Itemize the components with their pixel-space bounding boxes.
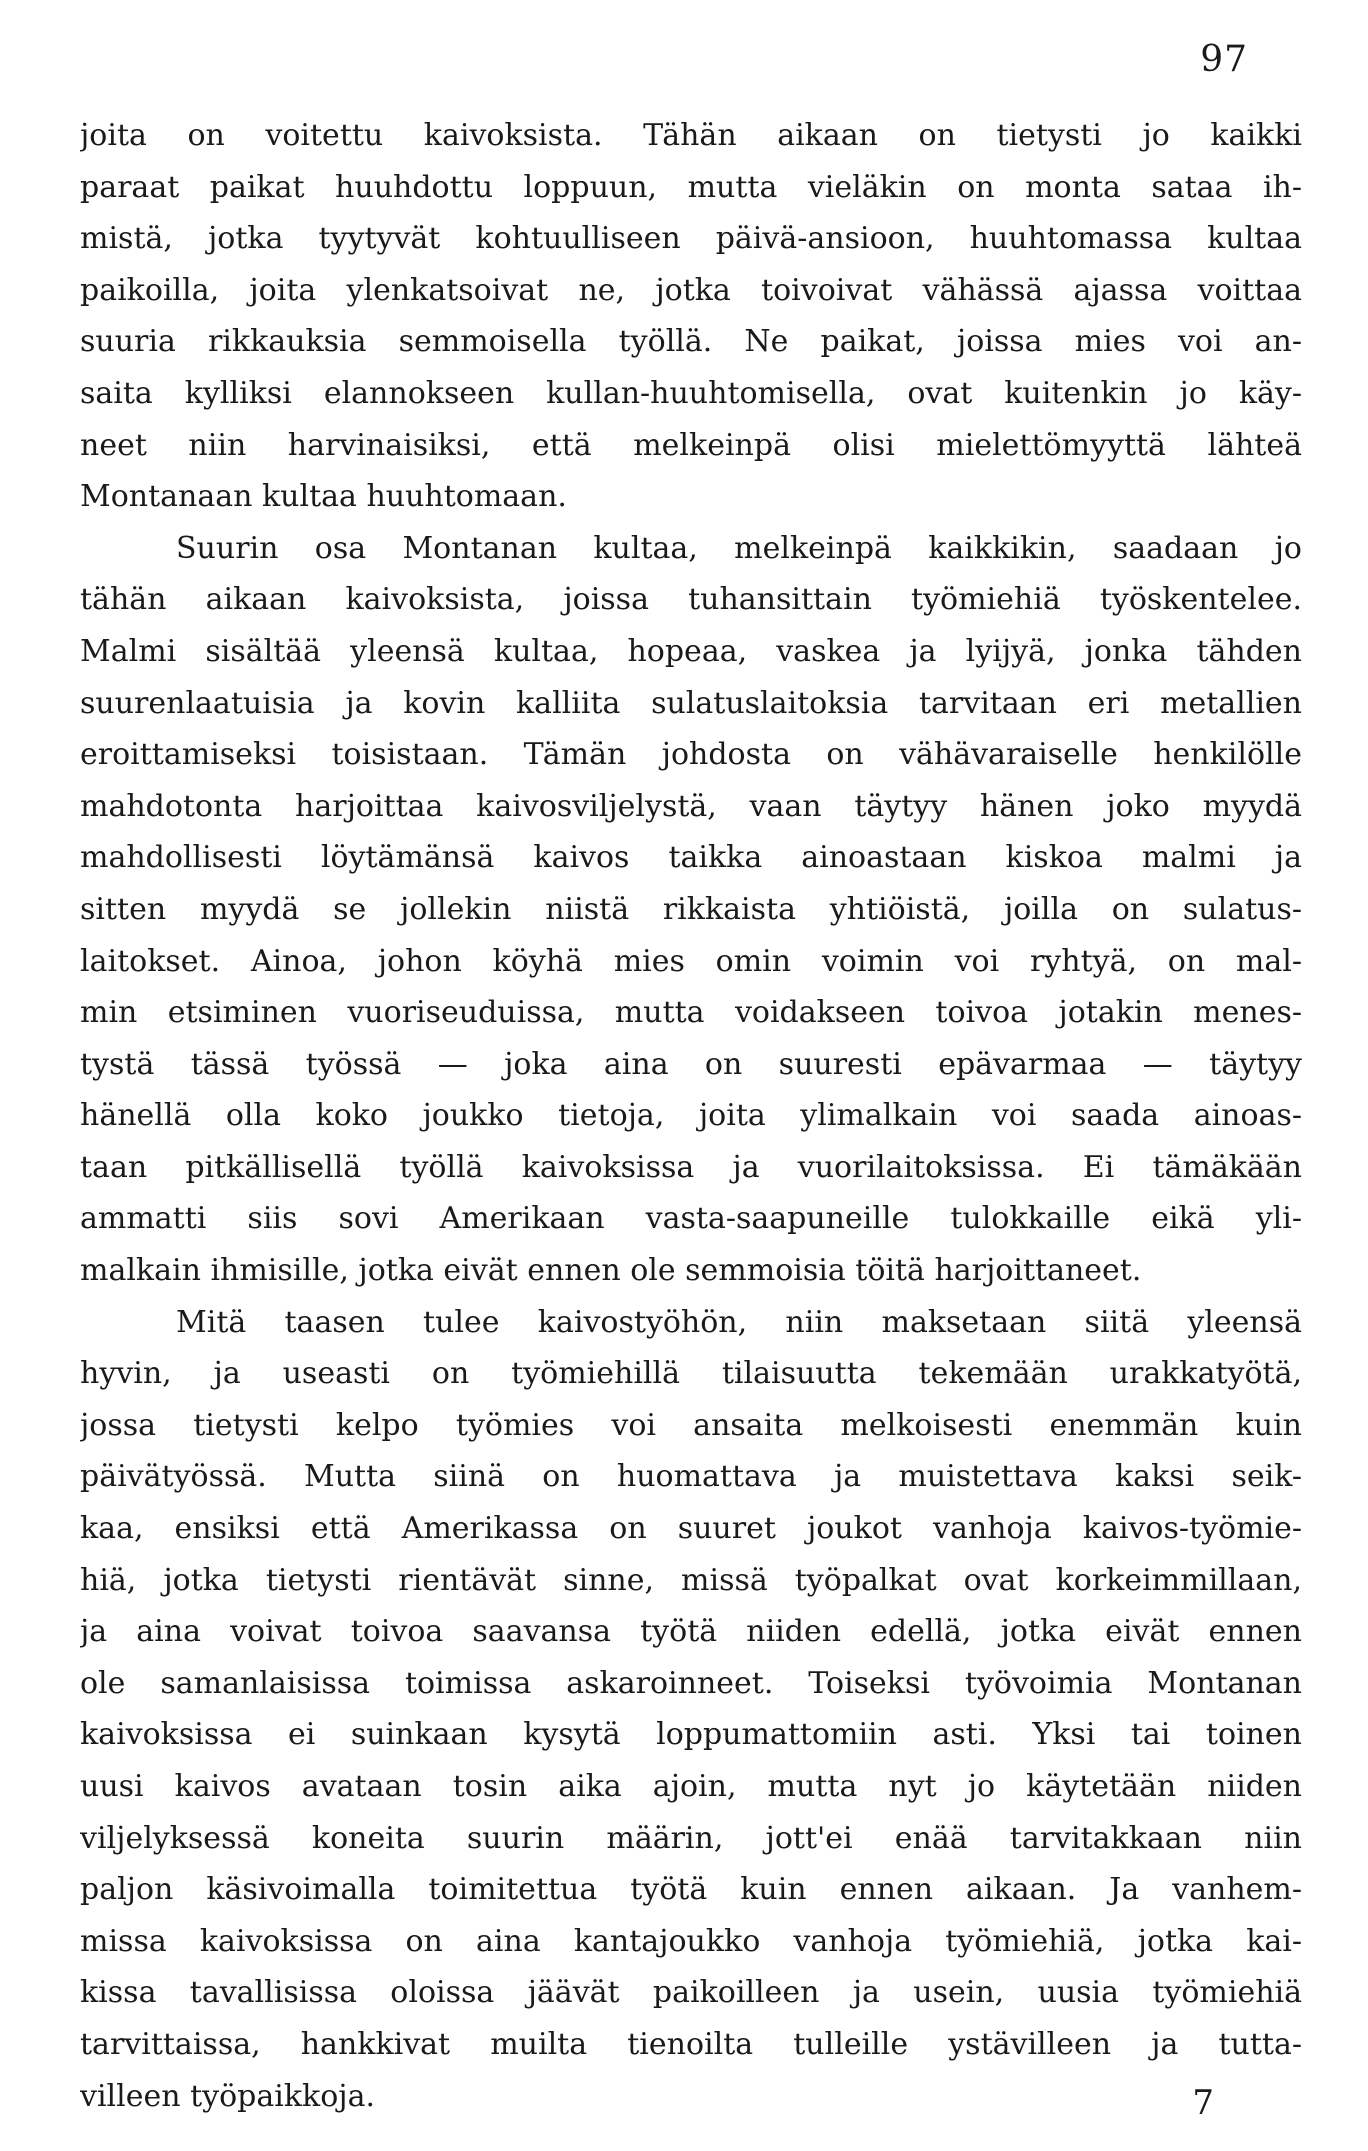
text-line: malkain ihmisille, jotka eivät ennen ole semmoisia töitä harjoittaneet. [80, 1253, 1142, 1289]
body-text [80, 110, 1302, 2122]
text-line: mistä, jotka tyytyvät kohtuulliseen päivä-ansioon, huuhtomassa kultaa [80, 221, 1302, 257]
text-line: hyvin, ja useasti on työmiehillä tilaisuutta tekemään urakkatyötä, [80, 1356, 1302, 1392]
text-line: päivätyössä. Mutta siinä on huomattava ja muistettava kaksi seik- [80, 1459, 1302, 1495]
text-line: kaivoksissa ei suinkaan kysytä loppumattomiin asti. Yksi tai toinen [80, 1717, 1302, 1753]
text-line: tähän aikaan kaivoksista, joissa tuhansittain työmiehiä työskentelee. [80, 582, 1302, 618]
text-line: joita on voitettu kaivoksista. Tähän aikaan on tietysti jo kaikki [80, 118, 1302, 153]
text-line: hänellä olla koko joukko tietoja, joita ylimalkain voi saada ainoas- [80, 1098, 1302, 1134]
text-line: Mitä taasen tulee kaivostyöhön, niin maksetaan siitä yleensä [176, 1304, 1302, 1340]
text-line: Montanaan kultaa huuhtomaan. [80, 479, 567, 515]
text-line: viljelyksessä koneita suurin määrin, jott'ei enää tarvitakkaan niin [80, 1820, 1302, 1856]
text-line: min etsiminen vuoriseuduissa, mutta voidakseen toivoa jotakin menes- [80, 995, 1302, 1031]
text-line: uusi kaivos avataan tosin aika ajoin, mutta nyt jo käytetään niiden [80, 1769, 1302, 1804]
text-line: sitten myydä se jollekin niistä rikkaista yhtiöistä, joilla on sulatus- [80, 891, 1302, 927]
text-line: neet niin harvinaisiksi, että melkeinpä olisi mielettömyyttä lähteä [80, 427, 1302, 463]
text-line: hiä, jotka tietysti rientävät sinne, missä työpalkat ovat korkeimmillaan, [80, 1562, 1302, 1598]
text-line: paraat paikat huuhdottu loppuun, mutta vieläkin on monta sataa ih- [80, 169, 1302, 205]
text-line: mahdollisesti löytämänsä kaivos taikka ainoastaan kiskoa malmi ja [80, 840, 1302, 876]
text-line: taan pitkällisellä työllä kaivoksissa ja vuorilaitoksissa. Ei tämäkään [80, 1149, 1302, 1185]
text-line: suurenlaatuisia ja kovin kalliita sulatuslaitoksia tarvitaan eri metallien [80, 685, 1302, 721]
text-line: jossa tietysti kelpo työmies voi ansaita melkoisesti enemmän kuin [80, 1407, 1302, 1443]
text-line: laitokset. Ainoa, johon köyhä mies omin voimin voi ryhtyä, on mal- [80, 943, 1302, 979]
text-line: mahdotonta harjoittaa kaivosviljelystä, vaan täytyy hänen joko myydä [80, 788, 1302, 824]
text-line: Malmi sisältää yleensä kultaa, hopeaa, vaskea ja lyijyä, jonka tähden [80, 633, 1302, 669]
text-line: kissa tavallisissa oloissa jäävät paikoilleen ja usein, uusia työmiehiä [80, 1975, 1302, 2011]
text-line: Suurin osa Montanan kultaa, melkeinpä kaikkikin, saadaan jo [176, 530, 1302, 566]
text-line: eroittamiseksi toisistaan. Tämän johdosta on vähävaraiselle henkilölle [80, 737, 1302, 773]
text-line: ole samanlaisissa toimissa askaroinneet. Toiseksi työvoimia Montanan [80, 1665, 1302, 1701]
text-line: villeen työpaikkoja. [80, 2078, 375, 2114]
text-line: suuria rikkauksia semmoisella työllä. Ne paikat, joissa mies voi an- [80, 324, 1302, 360]
text-line: tystä tässä työssä — joka aina on suuresti epävarmaa — täytyy [80, 1046, 1302, 1082]
text-line: ja aina voivat toivoa saavansa työtä niiden edellä, jotka eivät ennen [80, 1614, 1302, 1650]
text-line: saita kylliksi elannokseen kullan-huuhtomisella, ovat kuitenkin jo käy- [80, 375, 1302, 411]
text-line: missa kaivoksissa on aina kantajoukko vanhoja työmiehiä, jotka kai- [80, 1923, 1302, 1959]
text-line: ammatti siis sovi Amerikaan vasta-saapuneille tulokkaille eikä yli- [80, 1201, 1302, 1237]
text-line: paljon käsivoimalla toimitettua työtä kuin ennen aikaan. Ja vanhem- [80, 1872, 1302, 1908]
page-number: 97 [1200, 39, 1248, 80]
text-line: kaa, ensiksi että Amerikassa on suuret joukot vanhoja kaivos-työmie- [80, 1511, 1302, 1547]
signature-mark: 7 [1192, 2083, 1214, 2123]
text-line: tarvittaissa, hankkivat muilta tienoilta tulleille ystävilleen ja tutta- [80, 2026, 1302, 2062]
text-line: paikoilla, joita ylenkatsoivat ne, jotka toivoivat vähässä ajassa voittaa [80, 272, 1302, 308]
